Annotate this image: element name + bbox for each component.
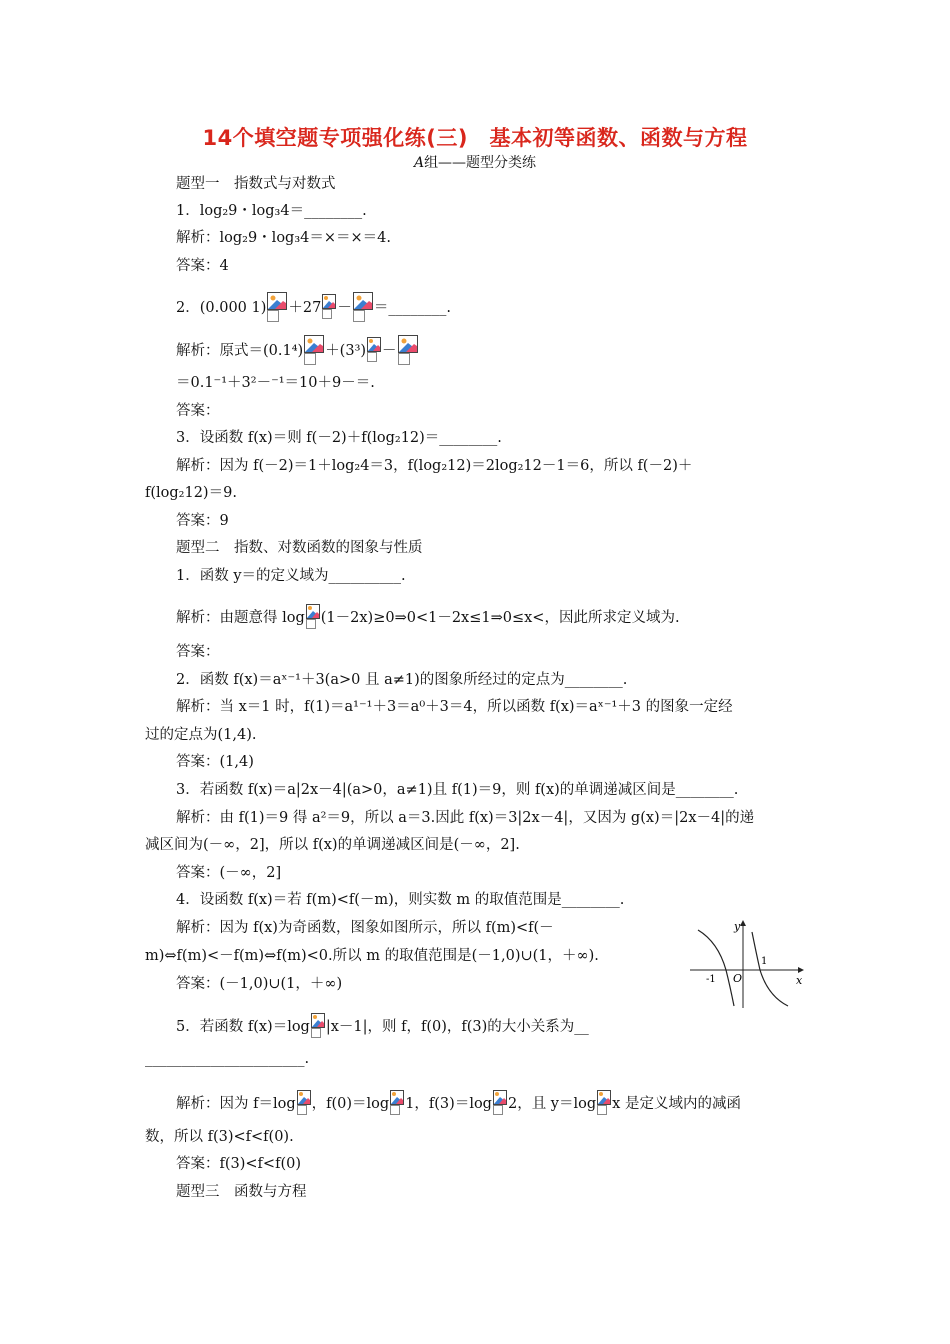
solution-2-5-part-a: 解析：因为 f＝log — [176, 1096, 296, 1112]
curve-left — [698, 930, 734, 1006]
tick-label-neg-1: -1 — [706, 974, 716, 985]
solution-2-4: 解析：因为 f(x)为奇函数，图象如图所示，所以 f(m)<f(－ — [176, 920, 554, 936]
solution-2-5-part-c: 1，f(3)＝log — [405, 1096, 492, 1112]
question-2-5-blank: ______________________. — [145, 1051, 310, 1067]
y-axis-arrow — [740, 920, 746, 926]
solution-1-1: 解析：log₂9・log₃4＝×＝×＝4. — [176, 230, 392, 246]
question-2-1: 1．函数 y＝的定义域为__________. — [176, 568, 406, 584]
question-2-5-part-a: 5．若函数 f(x)＝log — [176, 1019, 310, 1035]
question-1-2-part-d: ＝________. — [373, 300, 451, 316]
question-1-1: 1．log₂9・log₃4＝________. — [176, 203, 367, 219]
solution-2-5-part-d: 2，且 y＝log — [507, 1096, 597, 1112]
solution-1-2-part-c: － — [382, 343, 397, 359]
answer-2-5: 答案：f(3)<f<f(0) — [176, 1156, 301, 1172]
solution-2-2: 解析：当 x＝1 时，f(1)＝a¹⁻¹＋3＝a⁰＋3＝4，所以函数 f(x)＝aˣ⁻¹＋3 的图象一定经 — [176, 699, 733, 715]
question-1-2 — [176, 292, 451, 322]
question-1-2-part-a: 2．(0.000 1) — [176, 300, 267, 316]
answer-2-1: 答案： — [176, 644, 220, 660]
solution-1-3-line-2: f(log₂12)＝9. — [145, 485, 237, 501]
answer-1-2: 答案： — [176, 403, 220, 419]
y-axis-label: y — [734, 920, 741, 933]
broken-image-icon — [311, 1013, 325, 1039]
broken-image-icon — [353, 292, 373, 322]
broken-image-icon — [398, 335, 418, 365]
broken-image-icon — [306, 604, 320, 630]
broken-image-icon — [322, 294, 336, 320]
solution-1-3: 解析：因为 f(－2)＝1＋log₂4＝3，f(log₂12)＝2log₂12－1＝6，所以 f(－2)＋ — [176, 458, 693, 474]
broken-image-icon — [390, 1090, 404, 1116]
answer-1-1: 答案：4 — [176, 258, 229, 274]
section-heading-1: 题型一 指数式与对数式 — [176, 176, 336, 192]
question-1-3: 3．设函数 f(x)＝则 f(－2)＋f(log₂12)＝________. — [176, 430, 502, 446]
solution-1-2-part-b: ＋(3³) — [325, 343, 367, 359]
solution-2-3-line-2: 减区间为(－∞，2]，所以 f(x)的单调递减区间是(－∞，2]. — [145, 837, 520, 853]
broken-image-icon — [304, 335, 324, 365]
solution-2-1 — [176, 604, 680, 630]
origin-label: O — [733, 972, 743, 985]
question-1-2-part-b: ＋27 — [288, 300, 322, 316]
broken-image-icon — [493, 1090, 507, 1116]
document-subtitle — [0, 152, 950, 172]
x-axis-arrow — [798, 967, 804, 973]
solution-2-5-part-b: ，f(0)＝log — [311, 1096, 390, 1112]
question-2-5-part-b: |x－1|，则 f，f(0)，f(3)的大小关系为__ — [325, 1019, 589, 1035]
document-title: 14个填空题专项强化练(三) 基本初等函数、函数与方程 — [202, 126, 748, 150]
answer-2-2: 答案：(1,4) — [176, 754, 254, 770]
question-2-2: 2．函数 f(x)＝aˣ⁻¹＋3(a>0 且 a≠1)的图象所经过的定点为________. — [176, 672, 628, 688]
solution-2-5-part-e: x 是定义域内的减函 — [612, 1096, 741, 1112]
broken-image-icon — [297, 1090, 311, 1116]
answer-2-3: 答案：(－∞，2] — [176, 865, 282, 881]
subtitle-group-letter: A — [413, 155, 425, 171]
question-2-5 — [176, 1013, 589, 1039]
solution-1-2 — [176, 335, 419, 365]
solution-2-3: 解析：由 f(1)＝9 得 a²＝9，所以 a＝3.因此 f(x)＝3|2x－4|，又因为 g(x)＝|2x－4|的递 — [176, 810, 755, 826]
answer-1-3: 答案：9 — [176, 513, 229, 529]
solution-2-4-line-2: m)⇔f(m)<－f(m)⇔f(m)<0.所以 m 的取值范围是(－1,0)∪(1，＋∞). — [145, 948, 599, 964]
function-graph — [690, 912, 810, 1012]
tick-label-1: 1 — [761, 956, 768, 967]
subtitle-rest: 组——题型分类练 — [424, 155, 537, 171]
question-2-3: 3．若函数 f(x)＝a|2x－4|(a>0，a≠1)且 f(1)＝9，则 f(x)的单调递减区间是________. — [176, 782, 739, 798]
question-1-2-part-c: － — [337, 300, 352, 316]
curve-right — [752, 932, 788, 1006]
broken-image-icon — [267, 292, 287, 322]
solution-2-1-part-b: (1－2x)≥0⇒0<1－2x≤1⇒0≤x<，因此所求定义域为. — [320, 610, 680, 626]
solution-2-1-part-a: 解析：由题意得 log — [176, 610, 305, 626]
solution-1-2-line-2: ＝0.1⁻¹＋3²－⁻¹＝10＋9－＝. — [176, 375, 375, 391]
section-heading-3: 题型三 函数与方程 — [176, 1184, 307, 1200]
function-graph-svg — [690, 912, 810, 1012]
answer-2-4: 答案：(－1,0)∪(1，＋∞) — [176, 976, 343, 992]
solution-2-5-line-2: 数，所以 f(3)<f<f(0). — [145, 1129, 294, 1145]
x-axis-label: x — [796, 974, 803, 987]
solution-1-2-part-a: 解析：原式＝(0.1⁴) — [176, 343, 304, 359]
solution-2-2-line-2: 过的定点为(1,4). — [145, 727, 257, 743]
solution-2-5 — [176, 1090, 741, 1116]
broken-image-icon — [597, 1090, 611, 1116]
section-heading-2: 题型二 指数、对数函数的图象与性质 — [176, 540, 423, 556]
question-2-4: 4．设函数 f(x)＝若 f(m)<f(－m)，则实数 m 的取值范围是________. — [176, 892, 625, 908]
broken-image-icon — [367, 337, 381, 363]
